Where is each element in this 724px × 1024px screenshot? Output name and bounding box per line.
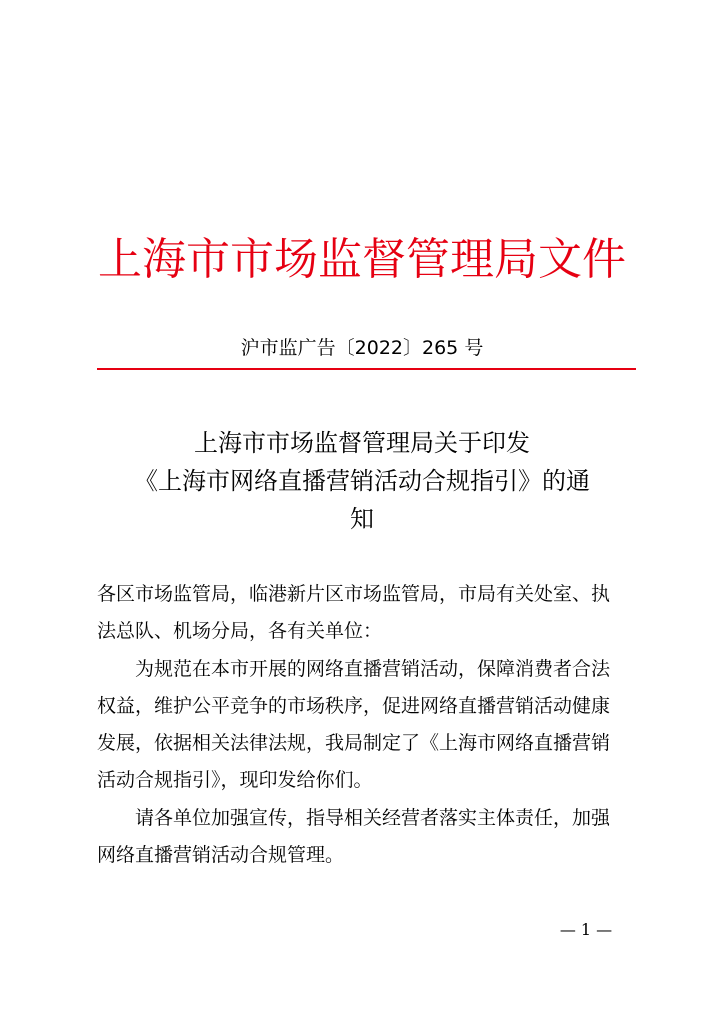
page-number: — 1 — — [559, 920, 613, 939]
paragraph-line: 网络直播营销活动合规管理。 — [97, 844, 345, 867]
paragraph-line: 活动合规指引》，现印发给你们。 — [97, 769, 373, 792]
notice-title-line: 知 — [350, 505, 374, 533]
paragraph-line: 请各单位加强宣传，指导相关经营者落实主体责任，加强 — [135, 806, 611, 829]
document-header-title: 上海市市场监督管理局文件 — [98, 234, 626, 285]
salutation-line: 各区市场监管局，临港新片区市场监管局，市局有关处室、执 — [97, 583, 611, 605]
paragraph-line: 权益，维护公平竞争的市场秩序，促进网络直播营销活动健康 — [97, 694, 611, 717]
notice-title-line: 上海市市场监督管理局关于印发 — [194, 429, 530, 457]
notice-title-line: 《上海市网络直播营销活动合规指引》的通 — [134, 467, 590, 495]
notice-title — [90, 424, 634, 538]
red-separator-line — [97, 368, 636, 370]
salutation-line: 法总队、机场分局，各有关单位： — [97, 620, 383, 643]
paragraph-line: 为规范在本市开展的网络直播营销活动，保障消费者合法 — [135, 657, 611, 680]
paragraph-line: 发展，依据相关法律法规，我局制定了《上海市网络直播营销 — [97, 732, 611, 755]
notice-body — [97, 576, 637, 874]
document-number: 沪市监广告〔2022〕265 号 — [240, 337, 484, 359]
